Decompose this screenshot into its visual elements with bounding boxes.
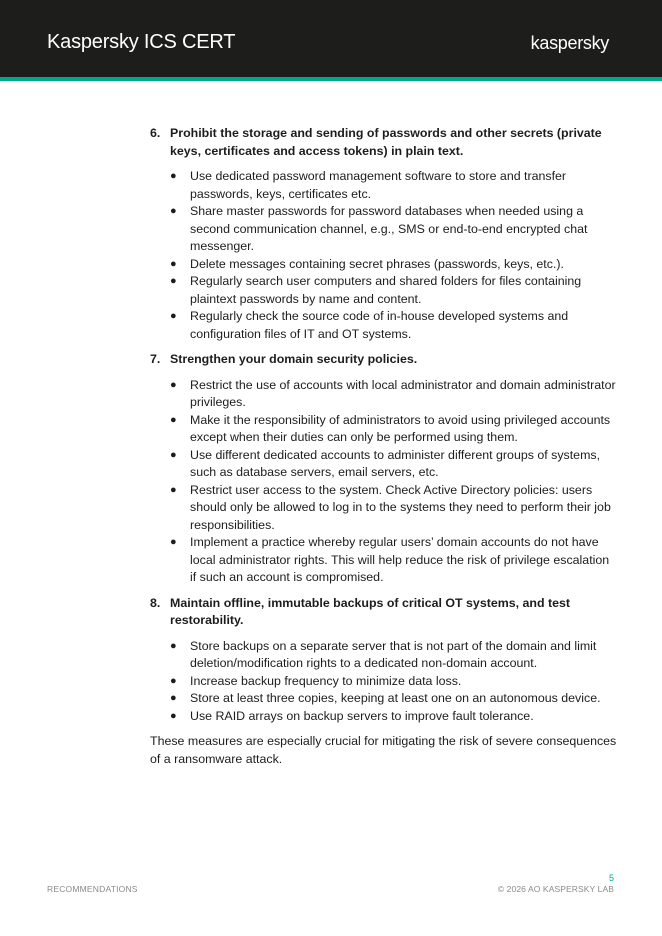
section-6 <box>150 125 618 343</box>
bullet-icon: ● <box>170 709 177 722</box>
page-header <box>0 0 662 77</box>
bullet-icon: ● <box>170 692 177 704</box>
list-item: ● Make it the responsibility of administrators to avoid using privileged accounts except when their duties can only be performed using them. <box>170 412 618 447</box>
closing-paragraph: These measures are especially crucial for mitigating the risk of severe consequences of a ransomware attack. <box>150 734 617 766</box>
report-title: Kaspersky ICS CERT <box>47 31 236 53</box>
bullet-icon: ● <box>170 170 177 182</box>
section-heading <box>150 125 618 160</box>
bullet-icon: ● <box>170 205 177 217</box>
list-item: ● Store backups on a separate server that is not part of the domain and limit deletion/modification rights to a dedicated non-domain account. <box>170 638 618 673</box>
section-number: 7. <box>150 352 161 366</box>
bullet-icon: ● <box>170 448 177 461</box>
bullet-list <box>170 638 618 726</box>
page-number: 5 <box>608 873 614 883</box>
section-heading <box>150 351 618 369</box>
section-8 <box>150 595 618 726</box>
bullet-list <box>170 168 618 343</box>
section-number: 8. <box>150 595 161 610</box>
main-content <box>150 125 618 768</box>
list-item: ● Regularly search user computers and shared folders for files containing plaintext passwords by name and content. <box>170 273 618 308</box>
section-7 <box>150 351 618 587</box>
bullet-icon: ● <box>170 536 177 548</box>
list-item: ● Increase backup frequency to minimize data loss. <box>170 673 618 691</box>
list-item: ● Implement a practice whereby regular users’ domain accounts do not have local administrator rights. This will help reduce the risk of privilege escalation if such an account is compromised. <box>170 534 618 587</box>
bullet-icon: ● <box>170 310 177 322</box>
bullet-icon: ● <box>170 639 177 652</box>
section-title: Strengthen your domain security policies. <box>170 352 418 366</box>
list-item: ● Use different dedicated accounts to administer different groups of systems, such as database servers, email servers, etc. <box>170 447 618 482</box>
bullet-icon: ● <box>170 257 177 270</box>
list-item: ● Restrict the use of accounts with local administrator and domain administrator privileges. <box>170 377 618 412</box>
bullet-icon: ● <box>170 378 177 391</box>
section-heading <box>150 595 618 630</box>
list-item: ● Share master passwords for password databases when needed using a second communication channel, e.g., SMS or end-to-end encrypted chat messenger. <box>170 203 618 256</box>
header-accent-stripe <box>0 77 662 81</box>
list-item: ● Restrict user access to the system. Check Active Directory policies: users should only be allowed to log in to the systems they need to perform their job responsibilities. <box>170 482 618 535</box>
footer-copyright: © 2026 AO KASPERSKY LAB <box>497 884 614 894</box>
list-item: ● Regularly check the source code of in-house developed systems and configuration files of IT and OT systems. <box>170 308 618 343</box>
list-item: ● Use RAID arrays on backup servers to improve fault tolerance. <box>170 708 618 726</box>
bullet-icon: ● <box>170 483 177 496</box>
section-title: Maintain offline, immutable backups of critical OT systems, and test restorability. <box>170 595 571 627</box>
bullet-icon: ● <box>170 674 177 687</box>
list-item: ● Delete messages containing secret phrases (passwords, keys, etc.). <box>170 256 618 274</box>
kaspersky-logo: kaspersky <box>530 33 609 53</box>
section-title: Prohibit the storage and sending of passwords and other secrets (private keys, certificates and access tokens) in plain text. <box>170 126 602 158</box>
section-number: 6. <box>150 126 161 140</box>
bullet-icon: ● <box>170 413 177 426</box>
list-item: ● Use dedicated password management software to store and transfer passwords, keys, certificates etc. <box>170 168 618 203</box>
bullet-list <box>170 377 618 587</box>
list-item: ● Store at least three copies, keeping at least one on an autonomous device. <box>170 690 618 708</box>
bullet-icon: ● <box>170 275 177 287</box>
footer-section-label: RECOMMENDATIONS <box>47 884 138 894</box>
